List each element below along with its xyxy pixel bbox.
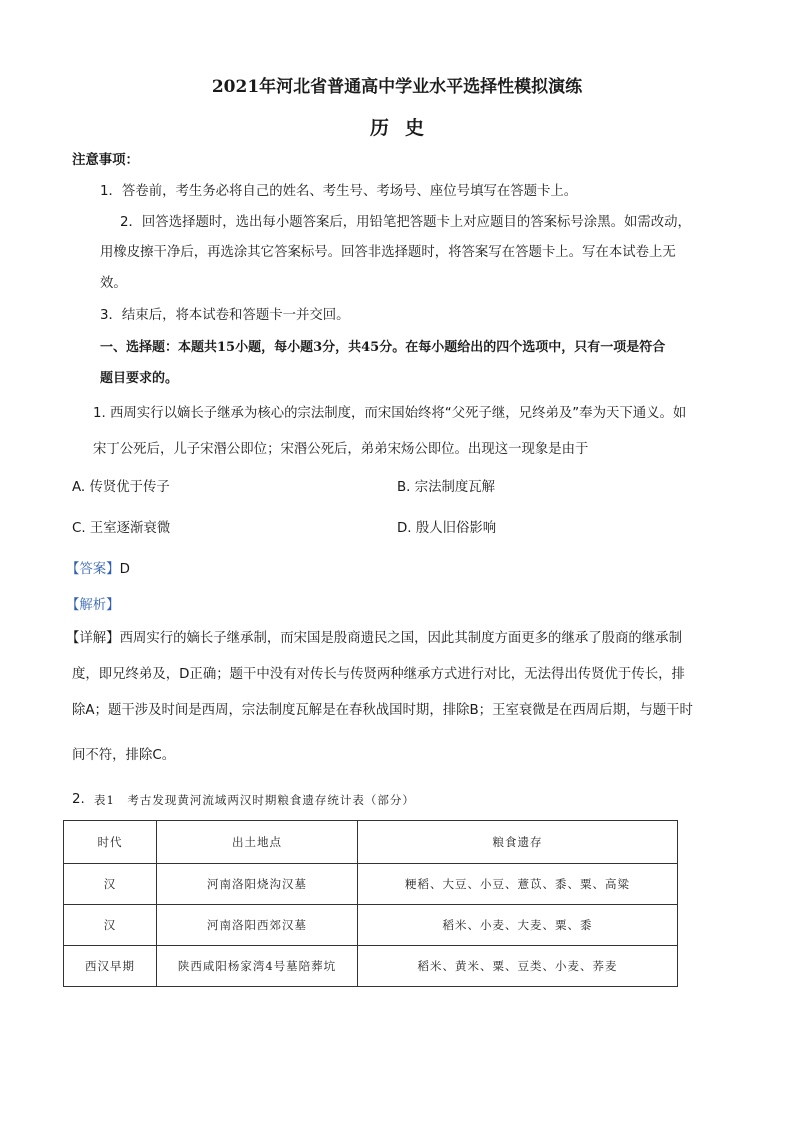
cell-site: 河南洛阳烧沟汉墓 — [157, 864, 358, 905]
notice-item-2-line-1: 2．回答选择题时，选出每小题答案后，用铅笔把答题卡上对应题目的答案标号涂黑。如需改动， — [120, 215, 691, 230]
grain-remains-table — [63, 820, 678, 987]
q1-option-a: A. 传贤优于传子 — [72, 480, 170, 495]
header-grain: 粮食遗存 — [358, 821, 678, 864]
q1-option-b: B. 宗法制度瓦解 — [397, 480, 496, 495]
header-era: 时代 — [64, 821, 157, 864]
page-title: 2021年河北省普通高中学业水平选择性模拟演练 — [211, 77, 583, 97]
cell-site: 河南洛阳西郊汉墓 — [157, 905, 358, 946]
table-row — [64, 864, 678, 905]
notice-item-3: 3．结束后，将本试卷和答题卡一并交回。 — [100, 308, 350, 323]
q1-answer — [66, 560, 130, 580]
q2-number: 2. — [72, 792, 85, 807]
q2-table-caption: 表1 考古发现黄河流域两汉时期粮食遗存统计表（部分） — [94, 793, 415, 807]
subject-heading: 历史 — [369, 117, 440, 139]
cell-era: 汉 — [64, 905, 157, 946]
cell-site: 陕西咸阳杨家湾4号墓陪葬坑 — [157, 946, 358, 987]
section-heading-line-1: 一、选择题：本题共15小题，每小题3分，共45分。在每小题给出的四个选项中，只有一项是符合 — [100, 340, 666, 355]
q1-option-c: C. 王室逐渐衰微 — [72, 521, 171, 536]
q1-option-d: D. 殷人旧俗影响 — [397, 521, 497, 536]
q1-stem-line-2: 宋丁公死后，儿子宋湣公即位；宋湣公死后，弟弟宋炀公即位。出现这一现象是由于 — [93, 442, 589, 457]
detail-line-4: 间不符，排除C。 — [72, 748, 176, 763]
cell-grain: 稻米、小麦、大麦、粟、黍 — [358, 905, 678, 946]
notice-heading: 注意事项： — [72, 152, 139, 168]
answer-label: 【答案】 — [66, 562, 120, 577]
notice-item-2-line-2: 用橡皮擦干净后，再选涂其它答案标号。回答非选择题时，将答案写在答题卡上。写在本试卷上无 — [100, 245, 676, 260]
cell-era: 汉 — [64, 864, 157, 905]
table-row — [64, 946, 678, 987]
detail-line-2: 度，即兄终弟及，D正确；题干中没有对传长与传贤两种继承方式进行对比，无法得出传贤优于传长，排 — [72, 667, 685, 682]
detail-text-1: 西周实行的嫡长子继承制，而宋国是殷商遗民之国，因此其制度方面更多的继承了殷商的继承制 — [119, 631, 682, 646]
cell-era: 西汉早期 — [64, 946, 157, 987]
q1-stem-line-1: 1. 西周实行以嫡长子继承为核心的宗法制度，而宋国始终将“父死子继，兄终弟及”奉为天下通义。如 — [93, 406, 687, 421]
cell-grain: 稻米、黄米、粟、豆类、小麦、荞麦 — [358, 946, 678, 987]
detail-label: 【详解】 — [66, 631, 120, 646]
cell-grain: 粳稻、大豆、小豆、薏苡、黍、粟、高粱 — [358, 864, 678, 905]
header-site: 出土地点 — [157, 821, 358, 864]
detail-line-3: 除A；题干涉及时间是西周，宗法制度瓦解是在春秋战国时期，排除B；王室衰微是在西周后期，与题干时 — [72, 703, 693, 718]
notice-item-2-line-3: 效。 — [100, 276, 127, 291]
answer-value: D — [119, 562, 130, 577]
table-row — [64, 905, 678, 946]
table-header-row — [64, 821, 678, 864]
analysis-label: 【解析】 — [66, 598, 120, 613]
section-heading-line-2: 题目要求的。 — [100, 371, 179, 386]
detail-line-1 — [66, 629, 682, 649]
notice-item-1: 1．答卷前，考生务必将自己的姓名、考生号、考场号、座位号填写在答题卡上。 — [100, 184, 578, 199]
